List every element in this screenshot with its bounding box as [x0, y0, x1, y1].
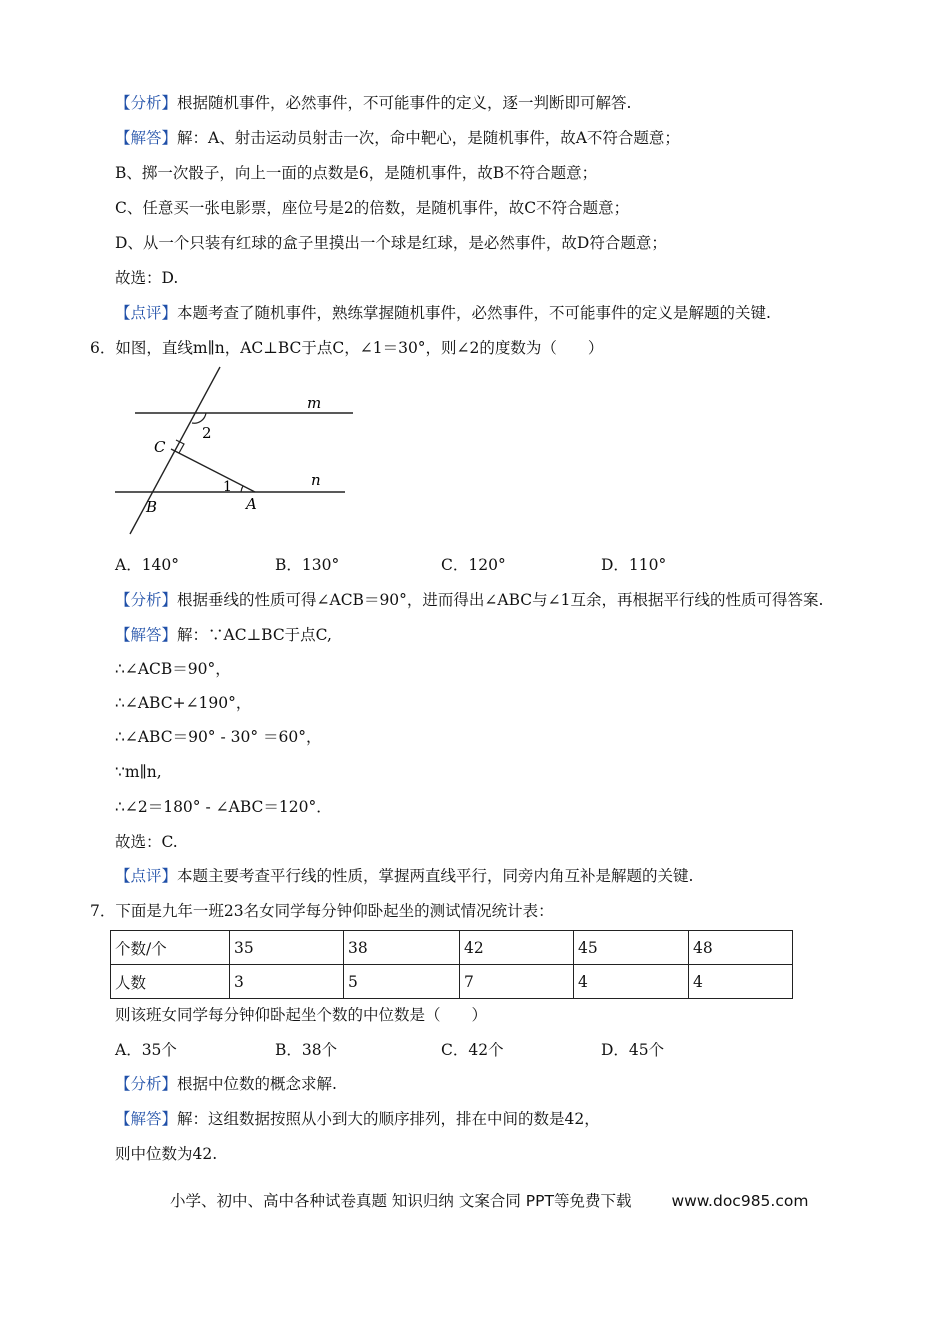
table-cell: 5	[344, 965, 460, 999]
answer-tag: 【解答】	[115, 626, 178, 644]
table-cell: 35	[230, 931, 344, 965]
label-b: B	[146, 498, 158, 516]
table-cell: 38	[344, 931, 460, 965]
q5-choice: 故选：D.	[115, 269, 179, 287]
q5-line-c: C、任意买一张电影票，座位号是2的倍数，是随机事件，故C不符合题意；	[115, 199, 630, 217]
label-1: 1	[223, 479, 232, 495]
q5-answer: 【解答】解：A、射击运动员射击一次，命中靶心，是随机事件，故A不符合题意；	[115, 129, 680, 147]
table-cell: 48	[689, 931, 793, 965]
q7-option-b: B．38个	[275, 1041, 338, 1059]
table-cell: 个数/个	[111, 931, 230, 965]
q6-option-d: D．110°	[601, 556, 667, 574]
comment-tag: 【点评】	[115, 304, 178, 322]
q7-option-c: C．42个	[441, 1041, 504, 1059]
label-n: n	[311, 471, 321, 489]
label-c: C	[154, 438, 166, 456]
table-cell: 4	[689, 965, 793, 999]
segment-ca	[171, 449, 255, 492]
q6-options	[115, 555, 815, 575]
q7-option-a: A．35个	[115, 1041, 177, 1059]
q6-option-b: B．130°	[275, 556, 340, 574]
q6-choice: 故选：C.	[115, 833, 178, 851]
q7-option-d: D．45个	[601, 1041, 665, 1059]
footer-link[interactable]: www.doc985.com	[671, 1192, 809, 1210]
q7-question: 则该班女同学每分钟仰卧起坐个数的中位数是（ ）	[115, 1006, 488, 1024]
comment-tag: 【点评】	[115, 867, 178, 885]
q6-step-3: ∴∠ABC＝90° - 30° ＝60°，	[115, 728, 322, 746]
q5-analysis: 【分析】根据随机事件，必然事件，不可能事件的定义，逐一判断即可解答.	[115, 94, 632, 112]
analysis-tag: 【分析】	[115, 591, 178, 609]
q6-step-2: ∴∠ABC+∠190°，	[115, 694, 252, 712]
q7-options	[115, 1040, 815, 1060]
q5-line-b: B、掷一次骰子，向上一面的点数是6，是随机事件，故B不符合题意；	[115, 164, 598, 182]
footer-text: 小学、初中、高中各种试卷真题 知识归纳 文案合同 PPT等免费下载	[170, 1192, 632, 1210]
label-m: m	[307, 394, 322, 412]
q6-answer: 【解答】解：∵AC⊥BC于点C,	[115, 626, 332, 644]
analysis-tag: 【分析】	[115, 1075, 178, 1093]
label-a: A	[246, 495, 257, 513]
table-cell: 45	[574, 931, 689, 965]
table-row	[111, 931, 793, 965]
page-footer	[170, 1189, 808, 1211]
q6-analysis: 【分析】根据垂线的性质可得∠ACB＝90°，进而得出∠ABC与∠1互余，再根据平行线的性质可得答案.	[115, 591, 824, 609]
q6-option-c: C．120°	[441, 556, 506, 574]
table-cell: 7	[460, 965, 574, 999]
q7-analysis: 【分析】根据中位数的概念求解.	[115, 1075, 337, 1093]
q6-step-1: ∴∠ACB＝90°，	[115, 660, 231, 678]
q6-option-a: A．140°	[115, 556, 180, 574]
analysis-tag: 【分析】	[115, 94, 178, 112]
q6-comment: 【点评】本题主要考查平行线的性质，掌握两直线平行，同旁内角互补是解题的关键.	[115, 867, 694, 885]
q7-answer: 【解答】解：这组数据按照从小到大的顺序排列，排在中间的数是42，	[115, 1110, 600, 1128]
q5-comment: 【点评】本题考查了随机事件，熟练掌握随机事件，必然事件，不可能事件的定义是解题的关键.	[115, 304, 771, 322]
table-row	[111, 965, 793, 999]
table-cell: 3	[230, 965, 344, 999]
q6-geometry-figure	[105, 362, 365, 542]
label-2: 2	[202, 424, 212, 442]
angle-1-arc	[241, 486, 243, 492]
q7-stem: 7．下面是九年一班23名女同学每分钟仰卧起坐的测试情况统计表：	[90, 902, 554, 920]
q5-line-d: D、从一个只装有红球的盒子里摸出一个球是红球，是必然事件，故D符合题意；	[115, 234, 667, 252]
q6-step-4: ∵m∥n,	[115, 763, 162, 781]
q6-step-5: ∴∠2＝180° - ∠ABC＝120°．	[115, 798, 332, 816]
answer-tag: 【解答】	[115, 1110, 178, 1128]
table-cell: 4	[574, 965, 689, 999]
answer-tag: 【解答】	[115, 129, 178, 147]
q7-stats-table	[110, 930, 793, 999]
table-cell: 人数	[111, 965, 230, 999]
table-cell: 42	[460, 931, 574, 965]
q7-answer-end: 则中位数为42.	[115, 1145, 218, 1163]
q6-stem: 6．如图，直线m∥n，AC⊥BC于点C，∠1＝30°，则∠2的度数为（ ）	[90, 339, 604, 357]
